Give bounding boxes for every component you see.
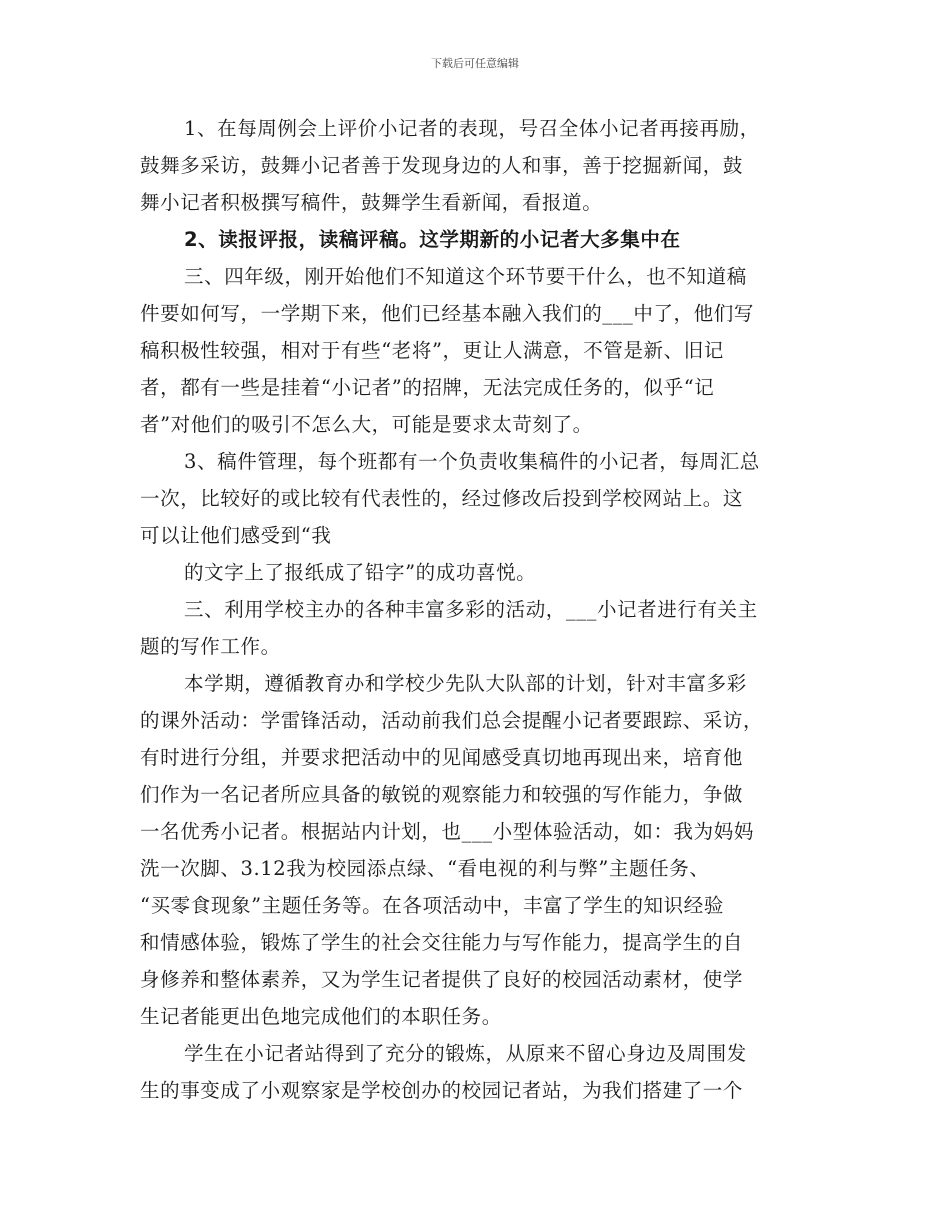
paragraph-line: 三、四年级，刚开始他们不知道这个环节要干什么，也不知道稿 <box>184 265 747 288</box>
paragraph-line: 生的事变成了小观察家是学校创办的校园记者站，为我们搭建了一个 <box>140 1079 744 1102</box>
paragraph-line: 一次，比较好的或比较有代表性的，经过修改后投到学校网站上。这 <box>140 487 744 510</box>
paragraph-line: 本学期，遵循教育办和学校少先队大队部的计划，针对丰富多彩 <box>184 672 747 695</box>
paragraph-line: 舞小记者积极撰写稿件，鼓舞学生看新闻，看报道。 <box>140 191 603 214</box>
document-body <box>140 110 820 1109</box>
paragraph-line: 1、在每周例会上评价小记者的表现，号召全体小记者再接再励， <box>184 117 760 140</box>
paragraph-line: 3、稿件管理，每个班都有一个负责收集稿件的小记者，每周汇总 <box>184 450 760 473</box>
paragraph-line: 们作为一名记者所应具备的敏锐的观察能力和较强的写作能力，争做 <box>140 783 744 806</box>
paragraph-line: 身修养和整体素养，又为学生记者提供了良好的校园活动素材，使学 <box>140 968 744 991</box>
paragraph-line: 件要如何写，一学期下来，他们已经基本融入我们的___中了，他们写 <box>140 302 754 325</box>
paragraph-line: 有时进行分组，并要求把活动中的见闻感受真切地再现出来，培育他 <box>140 746 744 769</box>
paragraph-line: 者，都有一些是挂着“小记者”的招牌，无法完成任务的，似乎“记 <box>140 376 715 399</box>
paragraph-line: 题的写作工作。 <box>140 635 281 658</box>
paragraph-line: 生记者能更出色地完成他们的本职任务。 <box>140 1005 502 1028</box>
paragraph-line: 稿积极性较强，相对于有些“老将”，更让人满意，不管是新、旧记 <box>140 339 724 362</box>
section-heading: 2、读报评报，读稿评稿。这学期新的小记者大多集中在 <box>184 228 681 251</box>
paragraph-line: 洗一次脚、3.12我为校园添点绿、“看电视的利与弊”主题任务、 <box>140 857 710 880</box>
paragraph-line: 鼓舞多采访，鼓舞小记者善于发现身边的人和事，善于挖掘新闻，鼓 <box>140 154 744 177</box>
paragraph-line: 和情感体验，锻炼了学生的社会交往能力与写作能力，提高学生的自 <box>140 931 744 954</box>
page-header-note: 下载后可任意编辑 <box>431 57 519 70</box>
paragraph-line: 学生在小记者站得到了充分的锻炼，从原来不留心身边及周围发 <box>184 1042 747 1065</box>
paragraph-line: “买零食现象”主题任务等。在各项活动中，丰富了学生的知识经验 <box>140 894 724 917</box>
paragraph-line: 可以让他们感受到“我 <box>140 524 332 547</box>
paragraph-line: 一名优秀小记者。根据站内计划，也___小型体验活动，如：我为妈妈 <box>140 820 754 843</box>
paragraph-line: 的课外活动：学雷锋活动，活动前我们总会提醒小记者要跟踪、采访， <box>140 709 764 732</box>
paragraph-line: 者”对他们的吸引不怎么大，可能是要求太苛刻了。 <box>140 413 593 436</box>
paragraph-line: 三、利用学校主办的各种丰富多彩的活动，___小记者进行有关主 <box>184 598 758 621</box>
paragraph-line: 的文字上了报纸成了铅字”的成功喜悦。 <box>184 561 537 584</box>
